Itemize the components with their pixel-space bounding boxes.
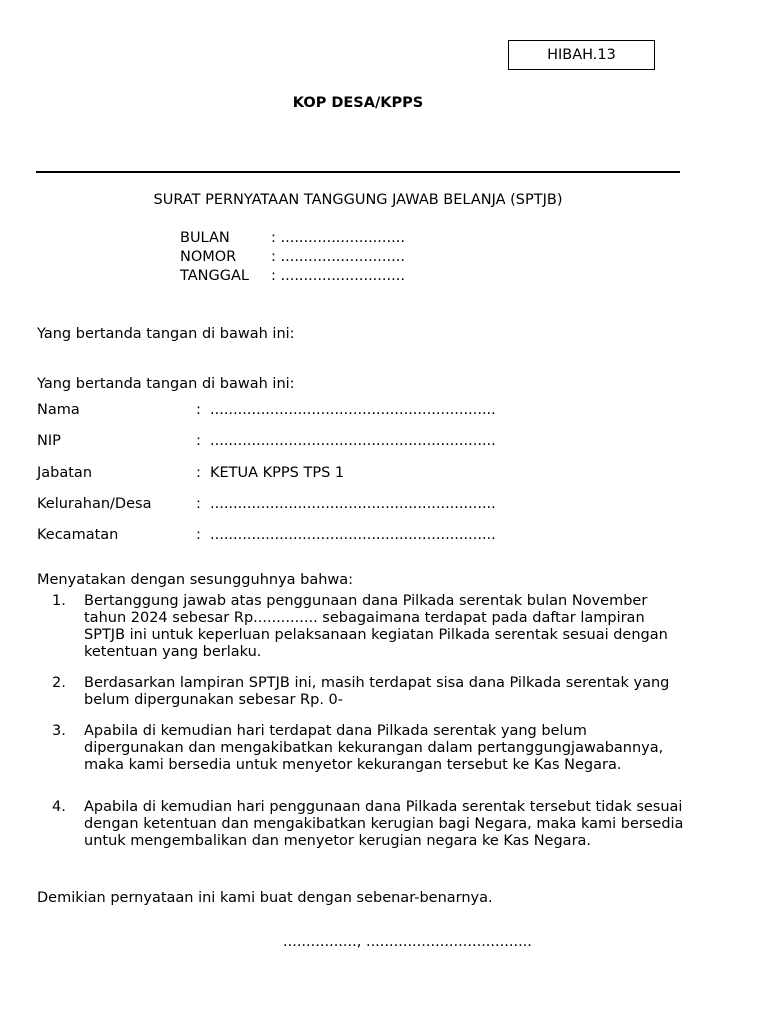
meta-value-tanggal: : ...........................: [271, 268, 405, 284]
meta-label-nomor: NOMOR: [180, 249, 237, 265]
list-item-text: Bertanggung jawab atas penggunaan dana Pilkada serentak bulan November tahun 2024 sebesar Rp.............. sebagaimana terdapat pada daftar lampiran SPTJB ini untuk keperluan pelaksanaan kegiatan Pilkada serentak sesuai dengan ketentuan yang berlaku.: [84, 593, 668, 660]
list-item: [37, 723, 687, 774]
list-item-text: Apabila di kemudian hari terdapat dana Pilkada serentak yang belum dipergunakan dan mengakibatkan kekurangan dalam pertanggungjawabannya, maka kami bersedia untuk menyetor kekurangan tersebut ke Kas Negara.: [84, 723, 664, 773]
identity-colon: :: [196, 527, 201, 543]
place-date-line: ................, ....................................: [283, 934, 532, 950]
identity-colon: :: [196, 465, 201, 481]
identity-colon: :: [196, 496, 201, 512]
meta-value-nomor: : ...........................: [271, 249, 405, 265]
closing-text: Demikian pernyataan ini kami buat dengan sebenar-benarnya.: [37, 890, 493, 906]
identity-value-kelurahan: ..............................................................: [210, 496, 496, 512]
list-item: [37, 593, 687, 661]
document-title: SURAT PERNYATAAN TANGGUNG JAWAB BELANJA (SPTJB): [153, 192, 563, 208]
identity-label-nip: NIP: [37, 433, 61, 449]
list-item-text: Apabila di kemudian hari penggunaan dana Pilkada serentak tersebut tidak sesuai dengan ketentuan dan mengakibatkan kerugian bagi Negara, maka kami bersedia untuk mengembalikan dan menyetor kerugian negara ke Kas Negara.: [84, 799, 684, 849]
list-item-number: 3.: [52, 723, 66, 739]
identity-label-kecamatan: Kecamatan: [37, 527, 119, 543]
meta-value-bulan: : ...........................: [271, 230, 405, 246]
form-code: HIBAH.13: [547, 47, 616, 63]
list-item-number: 4.: [52, 799, 66, 815]
identity-label-jabatan: Jabatan: [37, 465, 93, 481]
meta-label-tanggal: TANGGAL: [180, 268, 249, 284]
meta-label-bulan: BULAN: [180, 230, 230, 246]
identity-label-nama: Nama: [37, 402, 80, 418]
identity-value-nama: ..............................................................: [210, 402, 496, 418]
list-item-text: Berdasarkan lampiran SPTJB ini, masih terdapat sisa dana Pilkada serentak yang belum dipergunakan sebesar Rp. 0-: [84, 675, 670, 708]
identity-colon: :: [196, 402, 201, 418]
list-item-number: 1.: [52, 593, 66, 609]
letterhead-placeholder: KOP DESA/KPPS: [292, 95, 424, 111]
statement-intro: Menyatakan dengan sesungguhnya bahwa:: [37, 572, 354, 588]
identity-colon: :: [196, 433, 201, 449]
identity-value-nip: ..............................................................: [210, 433, 496, 449]
list-item: [37, 675, 687, 709]
form-code-box: [508, 40, 655, 70]
list-item-number: 2.: [52, 675, 66, 691]
intro-text-1: Yang bertanda tangan di bawah ini:: [37, 326, 295, 342]
intro-text-2: Yang bertanda tangan di bawah ini:: [37, 376, 295, 392]
header-divider: [36, 171, 680, 173]
identity-value-jabatan: KETUA KPPS TPS 1: [210, 465, 345, 481]
identity-value-kecamatan: ..............................................................: [210, 527, 496, 543]
identity-label-kelurahan: Kelurahan/Desa: [37, 496, 152, 512]
list-item: [37, 799, 687, 850]
